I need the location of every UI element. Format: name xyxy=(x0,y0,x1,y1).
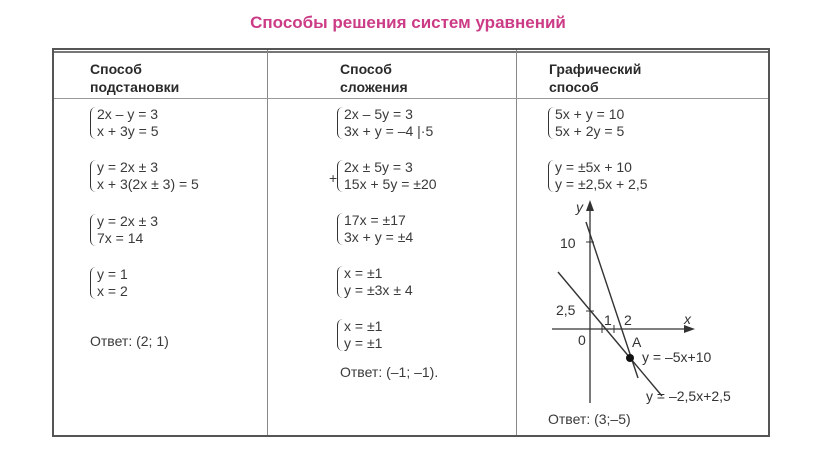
system-add-1 xyxy=(344,106,433,140)
brace xyxy=(337,213,344,245)
brace xyxy=(337,107,344,139)
y-axis-label: y xyxy=(576,199,583,215)
header-addition: Способ сложения xyxy=(340,61,408,95)
system-sub-4 xyxy=(97,266,128,300)
brace xyxy=(337,319,344,351)
line-y-minus-2-5x-plus-2-5 xyxy=(558,272,662,396)
equation: 7x = 14 xyxy=(97,230,144,246)
brace xyxy=(90,214,97,246)
equation: 2x ± 5y = 3 xyxy=(344,159,413,175)
equation: 17x = ±17 xyxy=(344,212,406,228)
y-axis-arrow xyxy=(586,200,594,211)
header-divider xyxy=(54,98,768,99)
tick-label-x-2: 2 xyxy=(624,312,632,328)
column-divider-2 xyxy=(516,50,517,435)
graph xyxy=(540,198,768,408)
line1-label: y = –5x+10 xyxy=(642,349,712,365)
equation: 5x + y = 10 xyxy=(555,106,625,122)
point-a-label: A xyxy=(632,334,642,350)
system-graph-1 xyxy=(555,106,624,140)
plus-sign: + xyxy=(329,170,338,186)
x-axis-label: x xyxy=(684,311,691,327)
equation: y = 2x ± 3 xyxy=(97,159,158,175)
equation: y = ±1 xyxy=(344,335,383,351)
tick-label-y-2-5: 2,5 xyxy=(556,302,576,318)
equation: y = ±5x + 10 xyxy=(555,159,632,175)
equation: x + 3y = 5 xyxy=(97,123,159,139)
tick-label-x-1: 1 xyxy=(604,312,612,328)
system-sub-2 xyxy=(97,159,199,193)
system-add-4 xyxy=(344,265,413,299)
equation: x + 3(2x ± 3) = 5 xyxy=(97,176,199,192)
equation: y = ±2,5x + 2,5 xyxy=(555,176,648,192)
brace xyxy=(548,160,555,192)
equation: x = 2 xyxy=(97,283,128,299)
brace xyxy=(90,107,97,139)
system-graph-2 xyxy=(555,159,648,193)
origin-label: 0 xyxy=(578,332,586,348)
brace xyxy=(548,107,555,139)
system-add-5 xyxy=(344,318,382,352)
brace xyxy=(337,266,344,298)
equation: 5x + 2y = 5 xyxy=(555,123,625,139)
equation: 3x + y = –4 |·5 xyxy=(344,123,434,139)
system-add-2 xyxy=(344,159,437,193)
equation: y = 1 xyxy=(97,266,128,282)
equation: 2x – y = 3 xyxy=(97,106,159,122)
tick-label-y-10: 10 xyxy=(560,235,576,251)
system-sub-3 xyxy=(97,213,158,247)
equation: y = ±3x ± 4 xyxy=(344,282,413,298)
brace xyxy=(90,267,97,299)
equation: 3x + y = ±4 xyxy=(344,229,414,245)
intersection-point xyxy=(626,354,634,362)
equation: y = 2x ± 3 xyxy=(97,213,158,229)
header-graphical: Графический способ xyxy=(549,61,642,95)
system-sub-1 xyxy=(97,106,158,140)
answer-graphical: Ответ: (3;–5) xyxy=(548,411,631,427)
column-divider-1 xyxy=(267,50,268,435)
table-top-rule xyxy=(54,51,768,53)
equation: 2x – 5y = 3 xyxy=(344,106,413,122)
equation: 15x + 5y = ±20 xyxy=(344,176,437,192)
header-substitution: Способ подстановки xyxy=(90,61,180,95)
equation: x = ±1 xyxy=(344,318,383,334)
brace xyxy=(90,160,97,192)
page-title: Способы решения систем уравнений xyxy=(250,13,566,32)
line2-label: y = –2,5x+2,5 xyxy=(646,388,731,404)
equation: x = ±1 xyxy=(344,265,383,281)
system-add-3 xyxy=(344,212,413,246)
answer-addition: Ответ: (–1; –1). xyxy=(340,364,439,380)
brace xyxy=(337,160,344,192)
answer-substitution: Ответ: (2; 1) xyxy=(90,333,169,349)
